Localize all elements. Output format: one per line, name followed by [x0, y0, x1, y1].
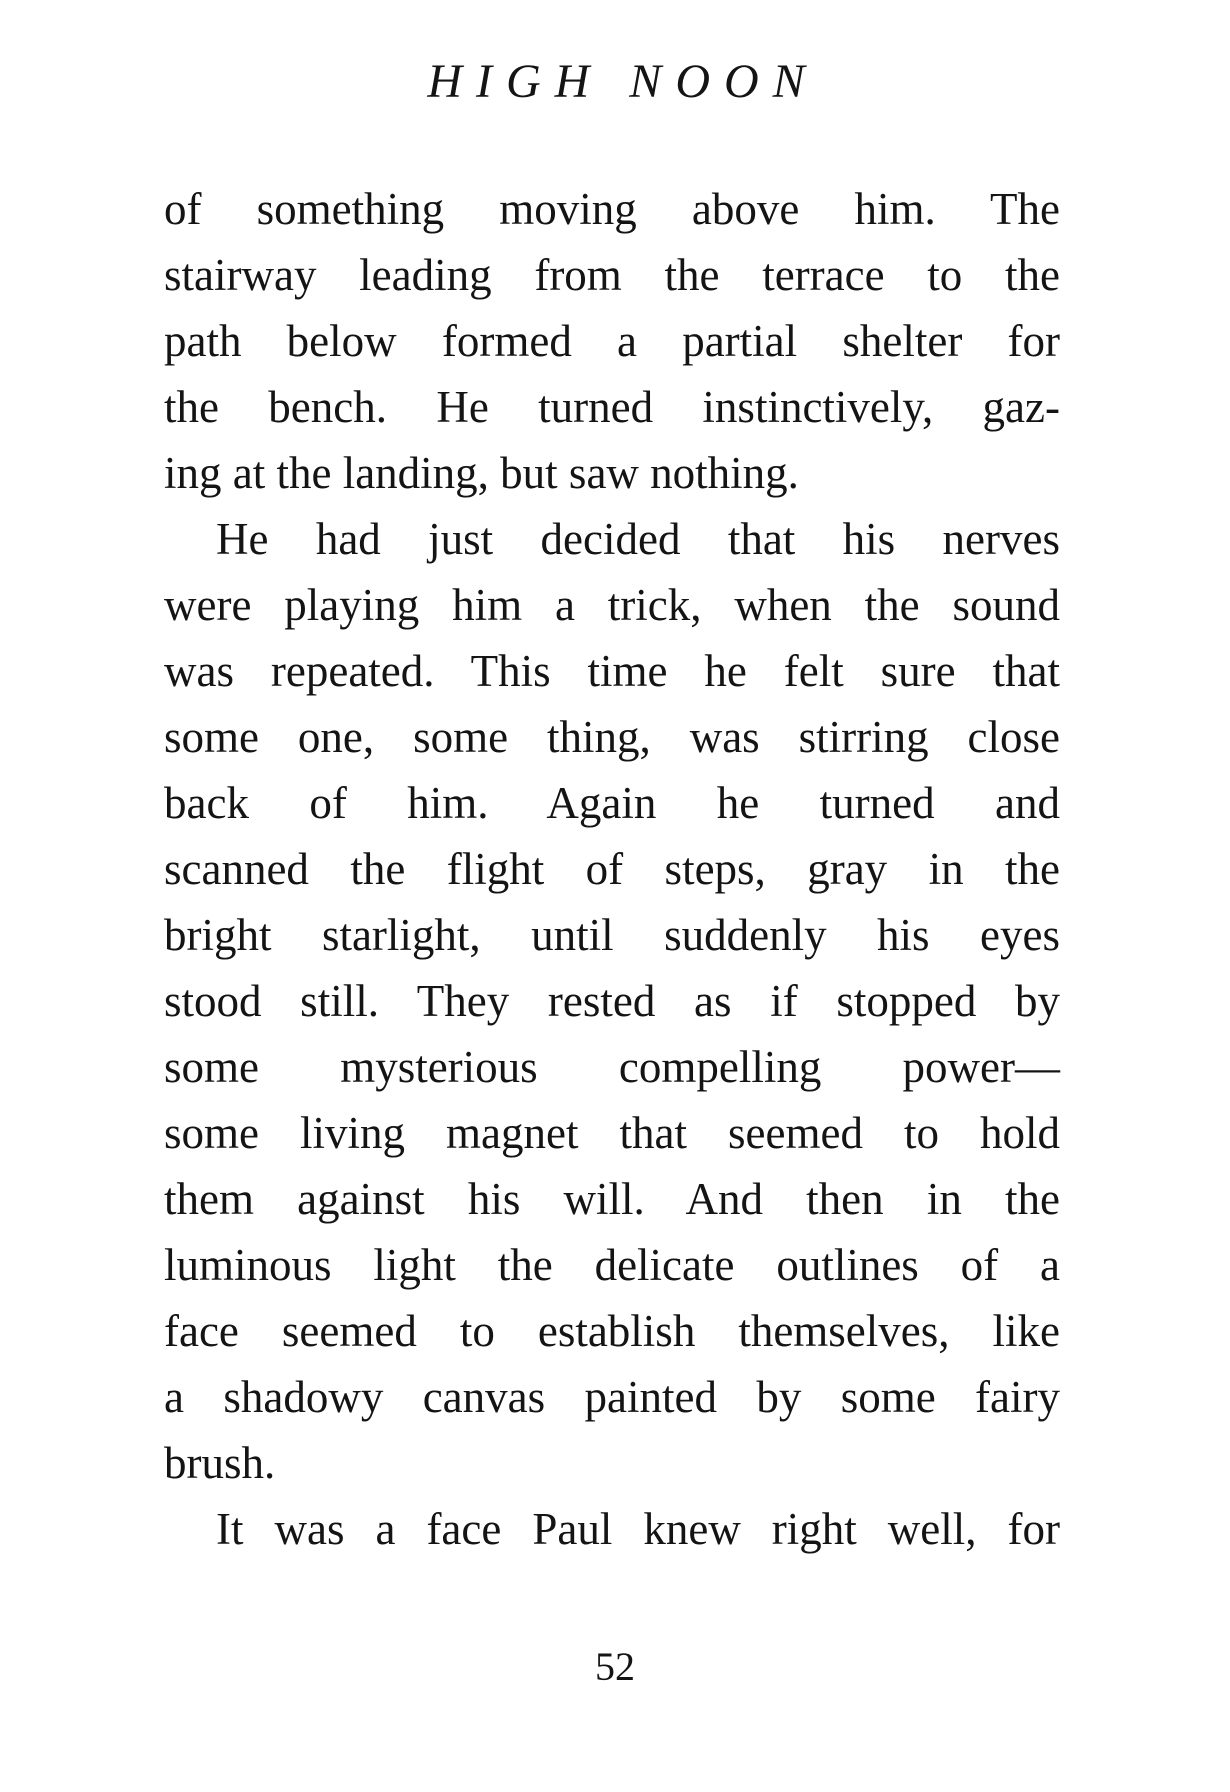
body-text — [164, 176, 1060, 1562]
text-line: ing at the landing, but saw nothing. — [164, 448, 799, 498]
text-line: them against his will. And then in the — [164, 1174, 1060, 1224]
text-line: It was a face Paul knew right well, for — [216, 1504, 1060, 1554]
text-line: scanned the flight of steps, gray in the — [164, 844, 1060, 894]
text-line: face seemed to establish themselves, like — [164, 1306, 1060, 1356]
text-line: path below formed a partial shelter for — [164, 316, 1060, 366]
text-line: some mysterious compelling power— — [164, 1042, 1060, 1092]
text-line: luminous light the delicate outlines of a — [164, 1240, 1060, 1290]
text-line: He had just decided that his nerves — [216, 514, 1060, 564]
text-line: brush. — [164, 1438, 276, 1488]
text-line: stairway leading from the terrace to the — [164, 250, 1060, 300]
text-line: some living magnet that seemed to hold — [164, 1108, 1060, 1158]
text-line: a shadowy canvas painted by some fairy — [164, 1372, 1060, 1422]
text-line: were playing him a trick, when the sound — [164, 580, 1060, 630]
text-line: the bench. He turned instinctively, gaz- — [164, 382, 1060, 432]
running-head: HIGH NOON — [427, 55, 819, 108]
text-line: bright starlight, until suddenly his eyes — [164, 910, 1060, 960]
text-line: back of him. Again he turned and — [164, 778, 1060, 828]
text-line: stood still. They rested as if stopped by — [164, 976, 1060, 1026]
page-number: 52 — [595, 1644, 635, 1689]
text-line: of something moving above him. The — [164, 184, 1060, 234]
text-line: was repeated. This time he felt sure that — [164, 646, 1060, 696]
text-line: some one, some thing, was stirring close — [164, 712, 1060, 762]
